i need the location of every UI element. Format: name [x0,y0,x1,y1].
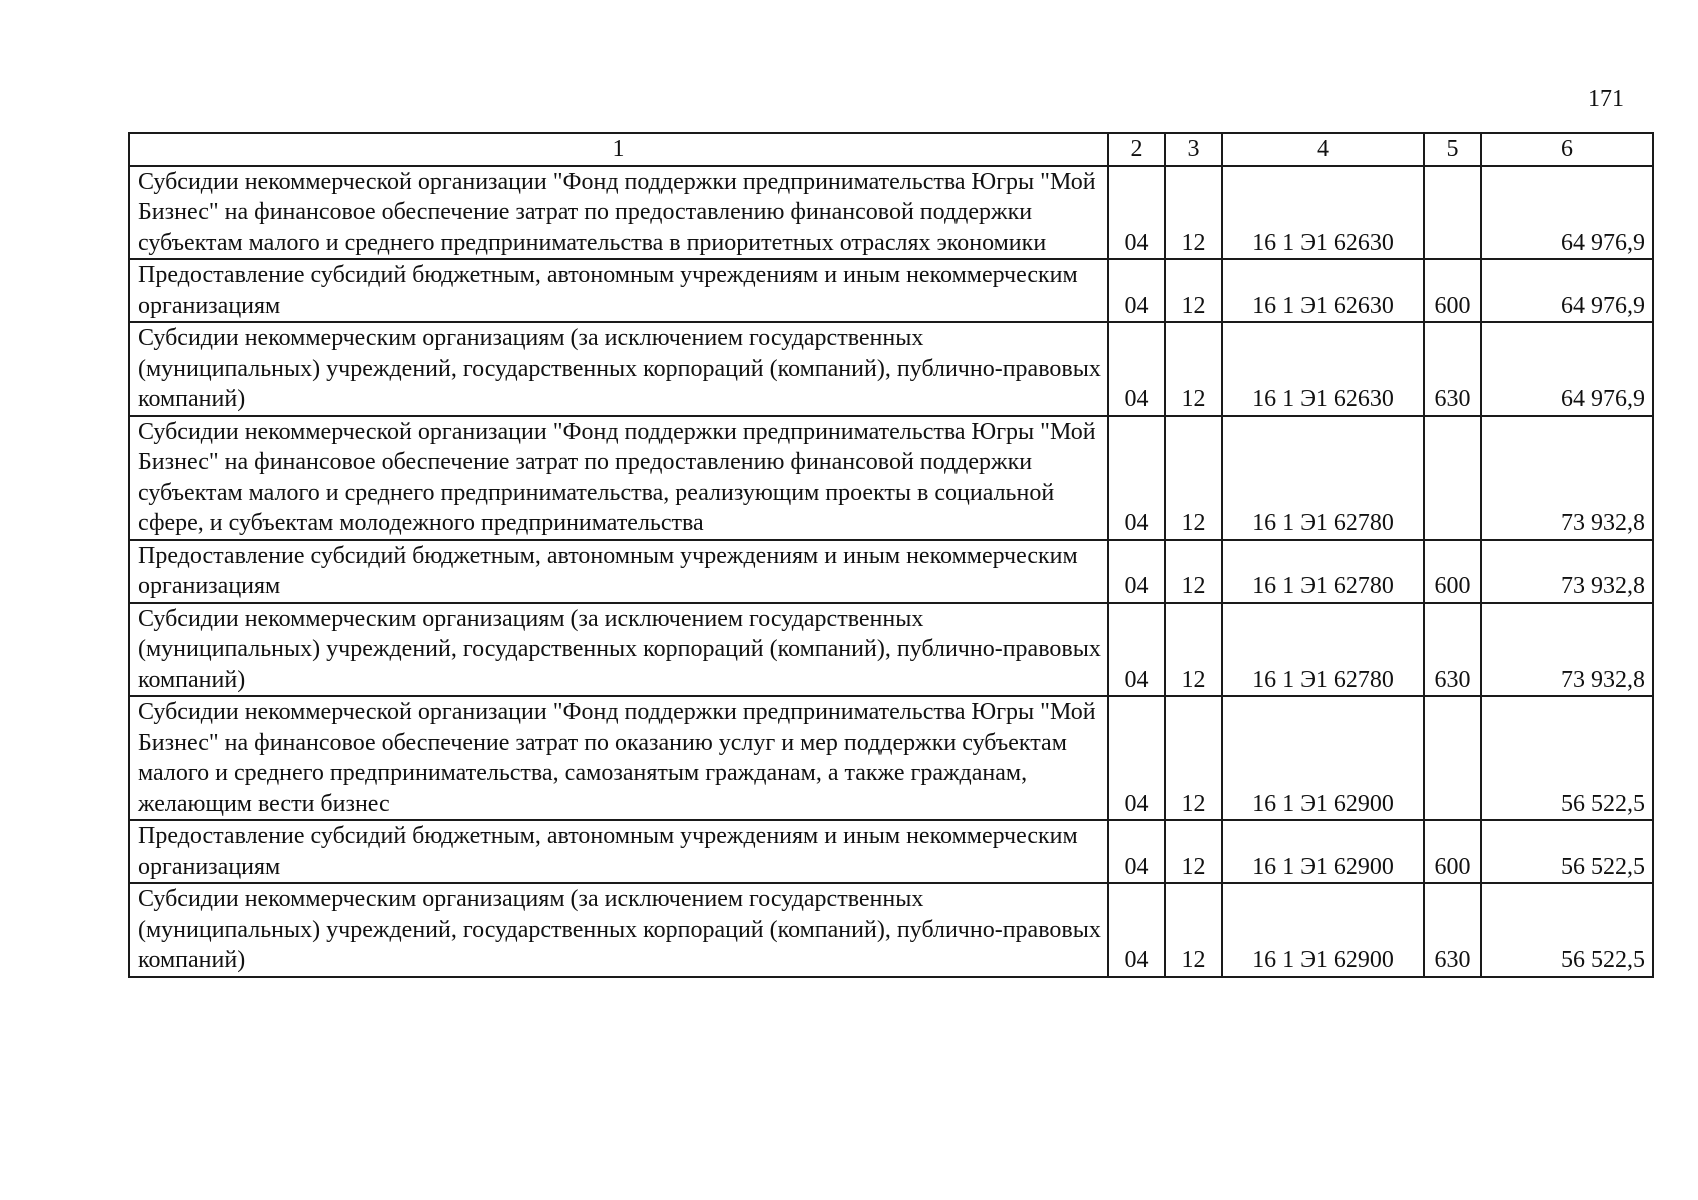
row-section: 04 [1108,540,1165,603]
row-description: Субсидии некоммерческой организации "Фонд поддержки предпринимательства Югры "Мой Бизнес" на финансовое обеспечение затрат по предоставлению финансовой поддержки субъектам малого и среднего предпринимательства в приоритетных отраслях экономики [129,166,1108,260]
row-expense-type: 600 [1424,820,1481,883]
row-target-code: 16 1 Э1 62630 [1222,166,1424,260]
row-expense-type: 630 [1424,322,1481,416]
column-header-3: 3 [1165,133,1222,166]
row-expense-type [1424,416,1481,540]
row-description: Субсидии некоммерческим организациям (за исключением государственных (муниципальных) учреждений, государственных корпораций (компаний), публично-правовых компаний) [129,603,1108,697]
row-target-code: 16 1 Э1 62900 [1222,883,1424,977]
row-subsection: 12 [1165,883,1222,977]
row-description: Субсидии некоммерческой организации "Фонд поддержки предпринимательства Югры "Мой Бизнес" на финансовое обеспечение затрат по предоставлению финансовой поддержки субъектам малого и среднего предпринимательства, реализующим проекты в социальной сфере, и субъектам молодежного предпринимательства [129,416,1108,540]
row-target-code: 16 1 Э1 62900 [1222,696,1424,820]
table-row [129,696,1653,820]
row-amount: 56 522,5 [1481,696,1653,820]
table-header-row [129,133,1653,166]
table-row [129,540,1653,603]
table-row [129,883,1653,977]
row-section: 04 [1108,259,1165,322]
row-description: Субсидии некоммерческой организации "Фонд поддержки предпринимательства Югры "Мой Бизнес" на финансовое обеспечение затрат по оказанию услуг и мер поддержки субъектам малого и среднего предпринимательства, самозанятым гражданам, а также гражданам, желающим вести бизнес [129,696,1108,820]
table-row [129,322,1653,416]
row-expense-type [1424,696,1481,820]
row-subsection: 12 [1165,166,1222,260]
row-section: 04 [1108,820,1165,883]
row-section: 04 [1108,603,1165,697]
row-target-code: 16 1 Э1 62630 [1222,322,1424,416]
row-subsection: 12 [1165,820,1222,883]
row-subsection: 12 [1165,259,1222,322]
row-subsection: 12 [1165,540,1222,603]
row-section: 04 [1108,696,1165,820]
row-amount: 56 522,5 [1481,883,1653,977]
row-amount: 64 976,9 [1481,259,1653,322]
row-amount: 73 932,8 [1481,540,1653,603]
row-target-code: 16 1 Э1 62630 [1222,259,1424,322]
table-row [129,259,1653,322]
row-target-code: 16 1 Э1 62780 [1222,540,1424,603]
row-description: Предоставление субсидий бюджетным, автономным учреждениям и иным некоммерческим организациям [129,259,1108,322]
row-section: 04 [1108,416,1165,540]
page-number: 171 [1588,86,1624,112]
row-expense-type: 600 [1424,540,1481,603]
row-amount: 64 976,9 [1481,166,1653,260]
row-subsection: 12 [1165,696,1222,820]
column-header-6: 6 [1481,133,1653,166]
row-expense-type: 630 [1424,883,1481,977]
column-header-5: 5 [1424,133,1481,166]
row-subsection: 12 [1165,603,1222,697]
row-subsection: 12 [1165,322,1222,416]
row-subsection: 12 [1165,416,1222,540]
row-target-code: 16 1 Э1 62780 [1222,416,1424,540]
row-amount: 73 932,8 [1481,416,1653,540]
row-target-code: 16 1 Э1 62900 [1222,820,1424,883]
column-header-2: 2 [1108,133,1165,166]
row-description: Субсидии некоммерческим организациям (за исключением государственных (муниципальных) учреждений, государственных корпораций (компаний), публично-правовых компаний) [129,883,1108,977]
budget-table [128,132,1654,978]
table-row [129,603,1653,697]
row-description: Предоставление субсидий бюджетным, автономным учреждениям и иным некоммерческим организациям [129,820,1108,883]
row-expense-type: 600 [1424,259,1481,322]
row-amount: 56 522,5 [1481,820,1653,883]
row-expense-type [1424,166,1481,260]
row-section: 04 [1108,883,1165,977]
row-section: 04 [1108,166,1165,260]
row-expense-type: 630 [1424,603,1481,697]
row-amount: 64 976,9 [1481,322,1653,416]
row-section: 04 [1108,322,1165,416]
table-row [129,820,1653,883]
table-row [129,166,1653,260]
row-description: Субсидии некоммерческим организациям (за исключением государственных (муниципальных) учреждений, государственных корпораций (компаний), публично-правовых компаний) [129,322,1108,416]
column-header-4: 4 [1222,133,1424,166]
column-header-1: 1 [129,133,1108,166]
row-description: Предоставление субсидий бюджетным, автономным учреждениям и иным некоммерческим организациям [129,540,1108,603]
row-target-code: 16 1 Э1 62780 [1222,603,1424,697]
row-amount: 73 932,8 [1481,603,1653,697]
table-row [129,416,1653,540]
